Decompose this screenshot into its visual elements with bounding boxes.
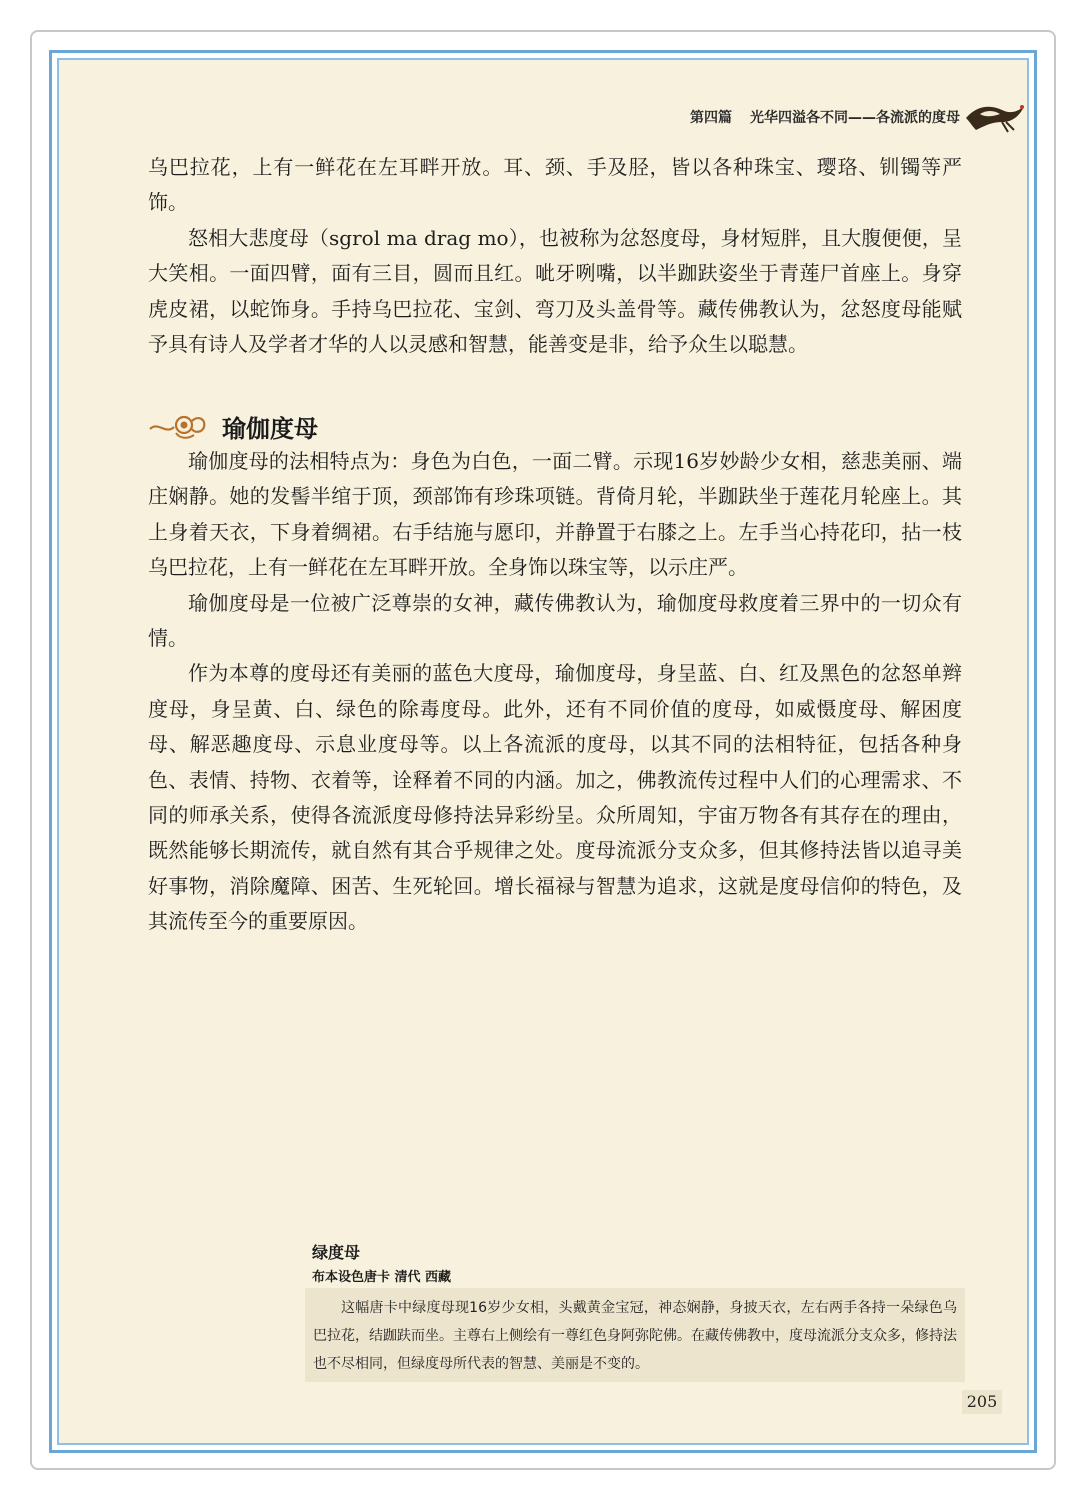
section-title: 瑜伽度母 [222, 414, 318, 443]
header-chapter-title: 光华四溢各不同——各流派的度母 [750, 110, 960, 126]
paragraph: 瑜伽度母的法相特点为：身色为白色，一面二臂。示现16岁妙龄少女相，慈悲美丽、端庄娴静。她的发髻半绾于顶，颈部饰有珍珠项链。背倚月轮，半跏趺坐于莲花月轮座上。其上身着天衣，下身着绸裙。右手结施与愿印，并静置于右膝之上。左手当心持花印，拈一枝乌巴拉花，上有一鲜花在左耳畔开放。全身饰以珠宝等，以示庄严。 [148, 449, 962, 580]
page-number: 205 [962, 1390, 1002, 1414]
caption-subtitle: 布本设色唐卡 清代 西藏 [312, 1270, 452, 1285]
caption-text: 这幅唐卡中绿度母现16岁少女相，头戴黄金宝冠，神态娴静，身披天衣，左右两手各持一朵绿色乌巴拉花，结跏趺而坐。主尊右上侧绘有一尊红色身阿弥陀佛。在藏传佛教中，度母流派分支众多，修持法也不尽相同，但绿度母所代表的智慧、美丽是不变的。 [305, 1288, 965, 1382]
paragraph: 作为本尊的度母还有美丽的蓝色大度母，瑜伽度母，身呈蓝、白、红及黑色的忿怒单辫度母，身呈黄、白、绿色的除毒度母。此外，还有不同价值的度母，如威慑度母、解困度母、解恶趣度母、示息业度母等。以上各流派的度母，以其不同的法相特征，包括各种身色、表情、持物、衣着等，诠释着不同的内涵。加之，佛教流传过程中人们的心理需求、不同的师承关系，使得各流派度母修持法异彩纷呈。众所周知，宇宙万物各有其存在的理由，既然能够长期流传，就自然有其合乎规律之处。度母流派分支众多，但其修持法皆以追寻美好事物，消除魔障、困苦、生死轮回。增长福禄与智慧为追求，这就是度母信仰的特色，及其流传至今的重要原因。 [148, 661, 962, 934]
header-part-label: 第四篇 [690, 110, 732, 126]
running-header [560, 104, 960, 130]
paragraph: 乌巴拉花，上有一鲜花在左耳畔开放。耳、颈、手及胫，皆以各种珠宝、璎珞、钏镯等严饰。 [148, 155, 962, 215]
paragraph: 怒相大悲度母（sgrol ma drag mo），也被称为忿怒度母，身材短胖，且大腹便便，呈大笑相。一面四臂，面有三目，圆而且红。呲牙咧嘴，以半跏趺姿坐于青莲尸首座上。身穿虎皮裙，以蛇饰身。手持乌巴拉花、宝剑、弯刀及头盖骨等。藏传佛教认为，忿怒度母能赋予具有诗人及学者才华的人以灵感和智慧，能善变是非，给予众生以聪慧。 [148, 225, 962, 357]
caption-title: 绿度母 [312, 1243, 361, 1262]
crane-icon [962, 96, 1028, 136]
body-text-top [148, 150, 962, 362]
auspicious-cloud-icon [148, 411, 212, 441]
body-text-section [148, 444, 962, 940]
paragraph: 瑜伽度母是一位被广泛尊崇的女神，藏传佛教认为，瑜伽度母救度着三界中的一切众有情。 [148, 590, 962, 651]
section-heading [148, 408, 318, 444]
